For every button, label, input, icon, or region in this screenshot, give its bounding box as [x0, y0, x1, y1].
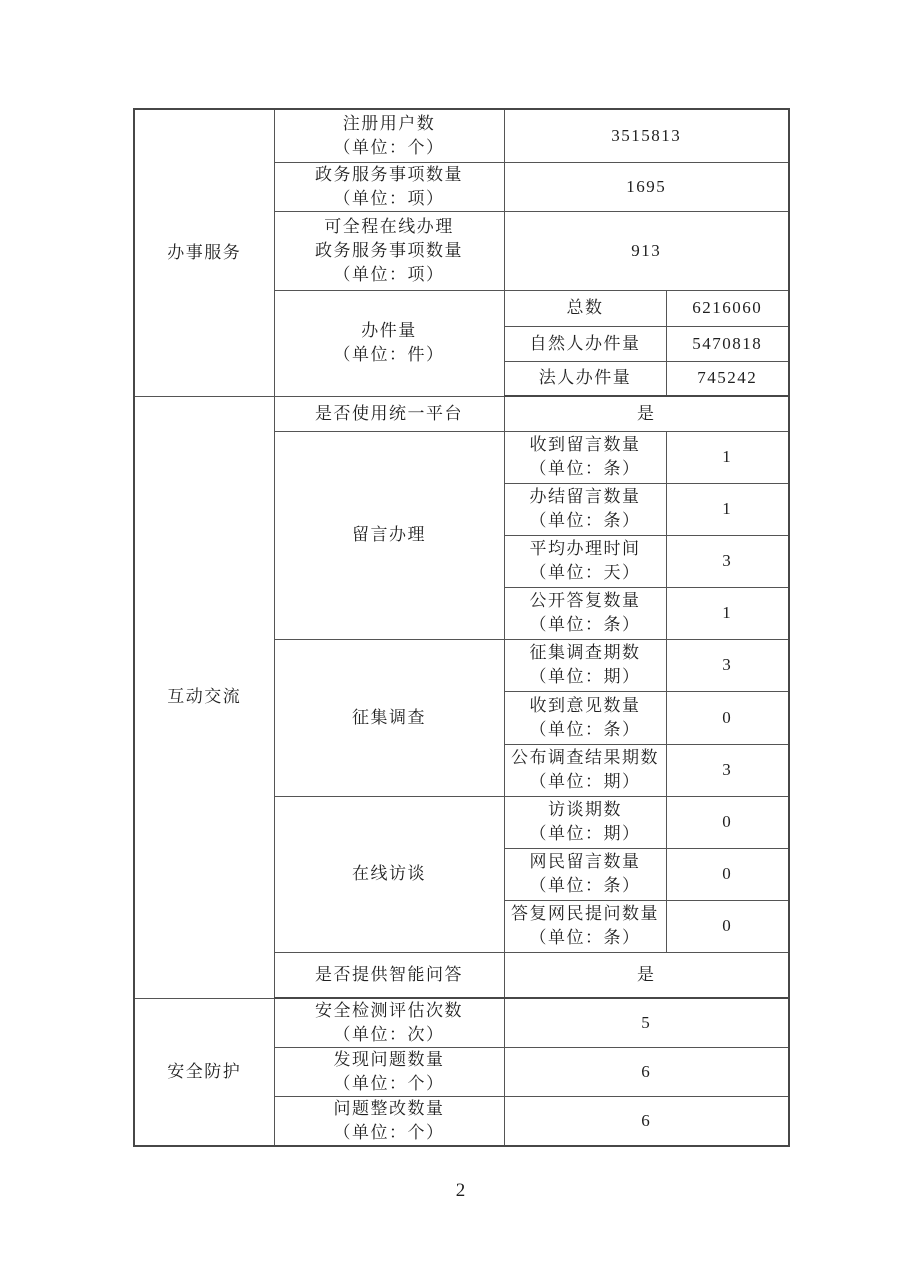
sub-label: 访谈期数 — [548, 800, 622, 819]
group-label: 安全防护 — [167, 1061, 242, 1081]
sub-unit: （单位：期） — [529, 772, 641, 791]
row-label-cell — [274, 1048, 504, 1097]
row-value-cell — [666, 744, 789, 796]
sub-unit: （单位：条） — [529, 615, 641, 634]
sub-label: 网民留言数量 — [529, 852, 641, 871]
row-value-cell — [666, 326, 789, 361]
row-label: 问题整改数量 — [333, 1099, 445, 1118]
subgroup-label: 征集调查 — [352, 707, 426, 727]
row-label: 是否提供智能问答 — [315, 964, 463, 984]
row-value-cell — [666, 796, 789, 848]
sub-label-cell — [504, 744, 666, 796]
subgroup-cell-zhengjidiaocha — [274, 639, 504, 796]
row-label: 发现问题数量 — [333, 1050, 445, 1069]
subgroup-cell-liuyanbanli — [274, 431, 504, 639]
sub-label-cell — [504, 361, 666, 396]
row-value-cell — [666, 535, 789, 587]
table-row — [134, 396, 789, 431]
row-unit: （单位：次） — [333, 1025, 445, 1044]
row-label: 政务服务事项数量 — [315, 164, 463, 184]
row-value: 5470818 — [692, 333, 763, 353]
sub-unit: （单位：天） — [529, 563, 641, 582]
row-value-cell — [504, 998, 789, 1048]
row-value: 1 — [722, 499, 733, 518]
row-label: 是否使用统一平台 — [315, 403, 463, 423]
row-value-cell — [666, 587, 789, 639]
report-table — [133, 108, 790, 1147]
sub-label: 公开答复数量 — [529, 591, 641, 610]
sub-label: 征集调查期数 — [529, 643, 641, 662]
sub-label-cell — [504, 691, 666, 744]
row-unit: （单位：个） — [333, 1123, 445, 1142]
row-label: 安全检测评估次数 — [315, 1001, 463, 1020]
sub-label-cell — [504, 796, 666, 848]
row-value-cell — [666, 848, 789, 900]
row-unit: （单位：项） — [333, 188, 445, 208]
row-value-cell — [666, 361, 789, 396]
row-label-cell — [274, 998, 504, 1048]
sub-label: 自然人办件量 — [529, 333, 641, 353]
sub-label: 法人办件量 — [538, 368, 632, 388]
row-value-cell — [504, 109, 789, 162]
page-number: 2 — [455, 1180, 466, 1201]
row-value-cell — [504, 1097, 789, 1147]
sub-label-cell — [504, 900, 666, 952]
sub-label-cell — [504, 639, 666, 691]
sub-unit: （单位：期） — [529, 667, 641, 686]
subgroup-cell-banjianliang — [274, 290, 504, 396]
row-value: 1695 — [626, 176, 667, 196]
row-value: 745242 — [697, 368, 758, 388]
subgroup-unit: （单位：件） — [333, 345, 445, 364]
row-value-cell — [504, 952, 789, 998]
row-label-cell — [274, 211, 504, 290]
row-label: 可全程在线办理 — [324, 216, 454, 236]
row-value: 0 — [722, 864, 733, 883]
sub-label: 办结留言数量 — [529, 487, 641, 506]
sub-unit: （单位：期） — [529, 824, 641, 843]
group-label: 办事服务 — [167, 242, 242, 262]
sub-label-cell — [504, 587, 666, 639]
row-value: 6216060 — [692, 298, 763, 317]
sub-label-cell — [504, 535, 666, 587]
group-cell-hudong — [134, 396, 274, 998]
sub-label-cell — [504, 848, 666, 900]
row-label-cell — [274, 162, 504, 211]
row-label-cell — [274, 396, 504, 431]
row-value-cell — [666, 431, 789, 483]
row-value: 913 — [631, 240, 662, 260]
subgroup-cell-zaixianfangtan — [274, 796, 504, 952]
row-value: 是 — [637, 964, 656, 984]
group-label: 互动交流 — [167, 687, 242, 706]
row-value: 0 — [722, 707, 733, 727]
sub-label-cell — [504, 431, 666, 483]
sub-unit: （单位：条） — [529, 511, 641, 530]
sub-label: 收到意见数量 — [529, 695, 641, 715]
table-row — [134, 109, 789, 162]
row-unit: （单位：个） — [333, 1074, 445, 1093]
sub-label: 平均办理时间 — [529, 539, 641, 558]
row-label: 注册用户数 — [342, 113, 436, 133]
sub-label-cell — [504, 290, 666, 326]
table-row — [134, 998, 789, 1048]
sub-unit: （单位：条） — [529, 719, 641, 739]
row-value: 6 — [641, 1062, 652, 1081]
subgroup-label: 办件量 — [361, 321, 417, 340]
row-value: 3 — [722, 551, 733, 570]
row-value-cell — [666, 639, 789, 691]
row-value: 3515813 — [611, 125, 682, 145]
row-label-cell — [274, 952, 504, 998]
group-cell-banshi — [134, 109, 274, 396]
row-value: 6 — [641, 1111, 652, 1130]
row-value: 0 — [722, 916, 733, 935]
sub-label: 总数 — [566, 298, 604, 317]
sub-label: 答复网民提问数量 — [511, 904, 659, 923]
row-value: 是 — [637, 403, 656, 423]
row-value: 1 — [722, 447, 733, 466]
row-value-cell — [504, 211, 789, 290]
row-value: 0 — [722, 812, 733, 831]
group-cell-anquan — [134, 998, 274, 1146]
row-value-cell — [666, 900, 789, 952]
row-value-cell — [666, 691, 789, 744]
sub-label-cell — [504, 326, 666, 361]
sub-label: 收到留言数量 — [529, 435, 641, 454]
row-value: 1 — [722, 603, 733, 622]
row-label-cell — [274, 1097, 504, 1147]
row-value: 3 — [722, 760, 733, 779]
row-value-cell — [666, 483, 789, 535]
row-value: 3 — [722, 655, 733, 674]
row-value-cell — [504, 162, 789, 211]
sub-label-cell — [504, 483, 666, 535]
subgroup-label: 在线访谈 — [352, 864, 426, 883]
row-label-line2: 政务服务事项数量 — [315, 240, 463, 260]
sub-unit: （单位：条） — [529, 928, 641, 947]
row-value-cell — [504, 1048, 789, 1097]
subgroup-label: 留言办理 — [352, 525, 426, 544]
row-value-cell — [666, 290, 789, 326]
row-value: 5 — [641, 1013, 652, 1032]
sub-unit: （单位：条） — [529, 459, 641, 478]
row-unit: （单位：个） — [333, 137, 445, 157]
row-value-cell — [504, 396, 789, 431]
sub-label: 公布调查结果期数 — [511, 748, 659, 767]
sub-unit: （单位：条） — [529, 876, 641, 895]
row-label-cell — [274, 109, 504, 162]
row-unit: （单位：项） — [333, 264, 445, 284]
